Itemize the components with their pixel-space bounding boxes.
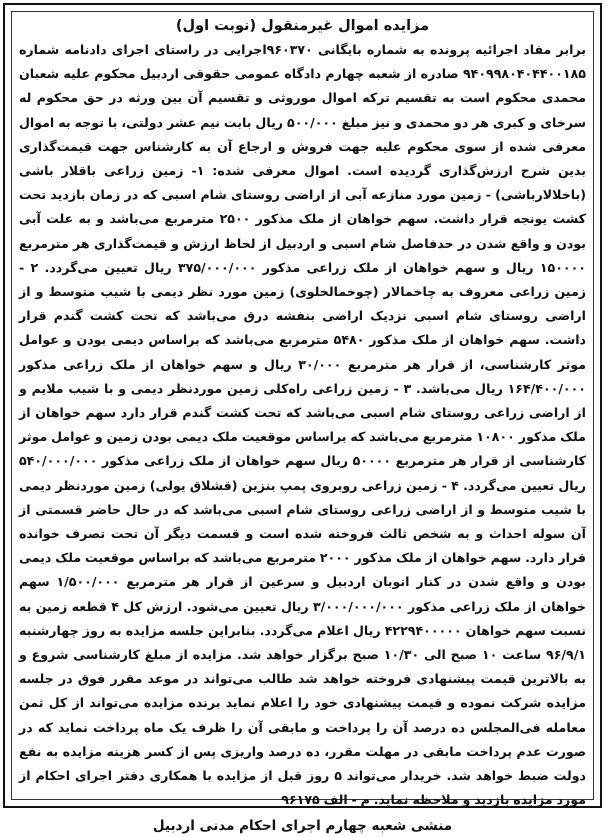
notice-title: مزایده اموال غیرمنقول (نوبت اول) <box>175 18 430 34</box>
notice-signature: منشی شعبه چهارم اجرای احکام مدنی اردبیل <box>152 817 453 834</box>
notice-frame <box>3 3 602 834</box>
auction-notice <box>19 15 587 834</box>
notice-body: برابر مفاد اجرائیه پرونده به شماره بایگانی ۹۶۰۳۷۰اجرایی در راستای اجرای دادنامه شماره ۹۴۰۹۹۸۰۴۰۴۴۰۰۱۸۵ صادره از شعبه چهارم دادگاه عمومی حقوقی اردبیل محکوم علیه شعبان محمدی محکوم است به تقسیم ترکه اموال موروثی و تقسیم آن بین ورثه در حق محکوم له سرخای و کبری هر دو محمدی و نیز مبلغ ۵۰۰/۰۰۰ ریال بابت نیم عشر دولتی، با توجه به اموال معرفی شده از سوی محکوم علیه جهت فروش و ارجاع آن به کارشناس جهت قیمت‌گذاری بدین شرح ارزش‌گذاری گردیده است. اموال معرفی شده: ۱- زمین زراعی باقلار باشی (باخلالارباشی) - زمین مورد منازعه آبی از اراضی روستای شام اسبی که در زمان بازدید تحت کشت یونجه قرار داشت. سهم خواهان از ملک مذکور ۲۵۰۰ مترمربع می‌باشد و به علت آبی بودن و واقع شدن در حدفاصل شام اسبی و اردبیل از لحاظ ارزش و قیمت‌گذاری هر مترمربع ۱۵۰۰۰۰ ریال و سهم خواهان از ملک زراعی مذکور ۳۷۵/۰۰۰/۰۰۰ ریال تعیین می‌گردد. ۲ - زمین زراعی معروف به چاخمالار (چوخمالخلوی) زمین مورد نظر دیمی با شیب متوسط و از اراضی روستای شام اسبی نزدیک اراضی بنفشه درق می‌باشد که تحت کشت گندم قرار داشت. سهم خواهان از ملک مذکور ۵۴۸۰ مترمربع می‌باشد که براساس دیمی بودن و عوامل موثر کارشناسی، از قرار هر مترمربع ۳۰/۰۰۰ ریال و سهم خواهان از ملک زراعی مذکور ۱۶۴/۴۰۰/۰۰۰ ریال می‌باشد. ۳ - زمین زراعی راه‌کلی زمین موردنظر دیمی و با شیب ملایم و از اراضی زراعی روستای شام اسبی می‌باشد که تحت کشت گندم قرار دارد سهم خواهان از ملک مذکور ۱۰۸۰۰ مترمربع می‌باشد که براساس موقعیت ملک دیمی بودن زمین و عوامل موثر کارشناسی از قرار هر مترمربع ۵۰۰۰۰ ریال سهم خواهان از ملک زراعی مذکور ۵۴۰/۰۰۰/۰۰۰ ریال تعیین می‌گردد. ۴ - زمین زراعی روبروی پمپ بنزین (قشلاق یولی) زمین موردنظر دیمی با شیب متوسط و از اراضی زراعی روستای شام اسبی می‌باشد که در حال حاضر قسمتی از آن سوله احداث و به شخص ثالث فروخته شده است و قسمت دیگر آن تحت تصرف خوانده قرار دارد. سهم خواهان از ملک مذکور ۲۰۰۰ مترمربع می‌باشد که براساس موقعیت ملک دیمی بودن و واقع شدن در کنار اتوبان اردبیل و سرعین از قرار هر مترمربع ۱/۵۰۰/۰۰۰ سهم خواهان از ملک زراعی مذکور ۳/۰۰۰/۰۰۰/۰۰۰ ریال تعیین می‌شود. ارزش کل ۴ قطعه زمین به نسبت سهم خواهان ۴۲۲۹۴۰۰۰۰۰ ریال اعلام می‌گردد. بنابراین جلسه مزایده به روز چهارشنبه ۹۶/۹/۱ ساعت ۱۰ صبح الی ۱۰/۳۰ صبح برگزار خواهد شد. مزایده از مبلغ کارشناسی شروع و به بالاترین قیمت پیشنهادی فروخته خواهد شد طالب می‌تواند در موعد مقرر فوق در جلسه مزایده شرکت نموده و قیمت پیشنهادی خود را اعلام نماید برنده مزایده می‌تواند از کل ثمن معامله فی‌المجلس ده درصد آن را پرداخت و مابقی آن را ظرف یک ماه پرداخت نماید که در صورت عدم پرداخت مابقی در مهلت مقرر، ده درصد واریزی پس از کسر هزینه مزایده به نفع دولت ضبط خواهد شد. خریدار می‌تواند ۵ روز قبل از مزایده با همکاری دفتر اجرای احکام از مورد مزایده بازدید و ملاحظه نماید. م - الف ۹۶۱۷۵ <box>19 42 587 808</box>
